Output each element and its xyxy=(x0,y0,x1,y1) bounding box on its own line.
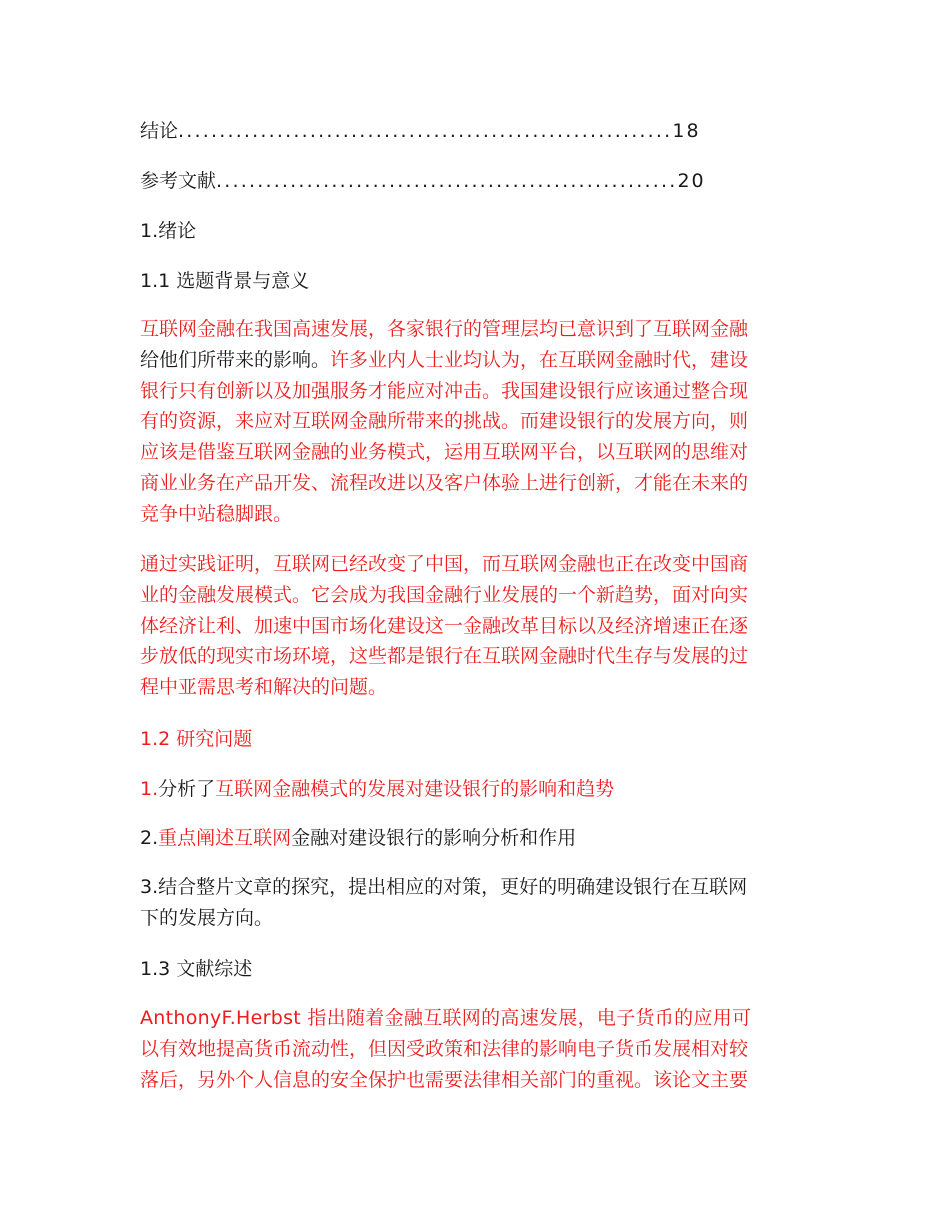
paragraph-line: 竞争中站稳脚跟。 xyxy=(140,502,293,525)
question-segment: 互联网金融模式的发展对建设银行的影响和趋势 xyxy=(215,778,615,800)
paragraph-line: 以有效地提高货币流动性，但因受政策和法律的影响电子货币发展相对较 xyxy=(140,1037,749,1060)
toc-leader: ........................................................ xyxy=(216,170,678,192)
toc-leader: ............................................................ xyxy=(178,120,673,142)
toc-title: 参考文献 xyxy=(140,170,217,192)
heading-introduction: 1.绪论 xyxy=(140,220,197,242)
paragraph-line: 有的资源，来应对互联网金融所带来的挑战。而建设银行的发展方向，则 xyxy=(140,410,749,433)
paragraph-segment: 给他们所带来的影响。 xyxy=(140,348,331,371)
question-segment: 金融对建设银行的影响分析和作用 xyxy=(291,827,577,849)
paragraph-line: 3.结合整片文章的探究，提出相应的对策，更好的明确建设银行在互联网 xyxy=(140,876,748,898)
paragraph-line: AnthonyF.Herbst 指出随着金融互联网的高速发展，电子货币的应用可 xyxy=(140,1007,752,1029)
heading-research-questions: 1.2 研究问题 xyxy=(140,728,253,750)
paragraph-line: 应该是借鉴互联网金融的业务模式，运用互联网平台，以互联网的思维对 xyxy=(140,441,749,464)
paragraph-background xyxy=(140,314,812,530)
question-number: 2. xyxy=(140,827,159,849)
research-question-3 xyxy=(140,872,812,934)
research-question-1 xyxy=(140,774,614,804)
paragraph-line: 互联网金融在我国高速发展，各家银行的管理层均已意识到了互联网金融 xyxy=(140,318,749,340)
toc-entry-references[interactable] xyxy=(140,166,706,196)
paragraph-line: 体经济让利、加速中国市场化建设这一金融改革目标以及经济增速正在逐 xyxy=(140,614,749,637)
heading-background: 1.1 选题背景与意义 xyxy=(140,270,310,292)
paragraph-literature-review xyxy=(140,1003,812,1095)
paragraph-line: 银行只有创新以及加强服务才能应对冲击。我国建设银行应该通过整合现 xyxy=(140,379,749,402)
paragraph-line: 下的发展方向。 xyxy=(140,906,274,929)
toc-entry-conclusion[interactable] xyxy=(140,116,701,146)
paragraph-line: 落后，另外个人信息的安全保护也需要法律相关部门的重视。该论文主要 xyxy=(140,1068,749,1091)
paragraph-segment: 许多业内人士业均认为，在互联网金融时代，建设 xyxy=(330,348,749,371)
question-segment: 分析了 xyxy=(158,778,216,800)
paragraph-line: 业的金融发展模式。它会成为我国金融行业发展的一个新趋势，面对向实 xyxy=(140,583,749,606)
toc-page-number: 18 xyxy=(672,120,701,142)
toc-title: 结论 xyxy=(140,120,179,142)
paragraph-line: 通过实践证明，互联网已经改变了中国，而互联网金融也正在改变中国商 xyxy=(140,553,749,575)
paragraph-line: 商业业务在产品开发、流程改进以及客户体验上进行创新，才能在未来的 xyxy=(140,471,749,494)
paragraph-line: 步放低的现实市场环境，这些都是银行在互联网金融时代生存与发展的过 xyxy=(140,645,749,668)
toc-page-number: 20 xyxy=(677,170,706,192)
paragraph-significance xyxy=(140,549,812,703)
heading-literature-review: 1.3 文献综述 xyxy=(140,958,253,980)
research-question-2 xyxy=(140,823,576,853)
paragraph-line: 程中亚需思考和解决的问题。 xyxy=(140,676,388,699)
question-segment: 重点阐述互联网 xyxy=(158,827,292,849)
question-number: 1. xyxy=(140,778,159,800)
